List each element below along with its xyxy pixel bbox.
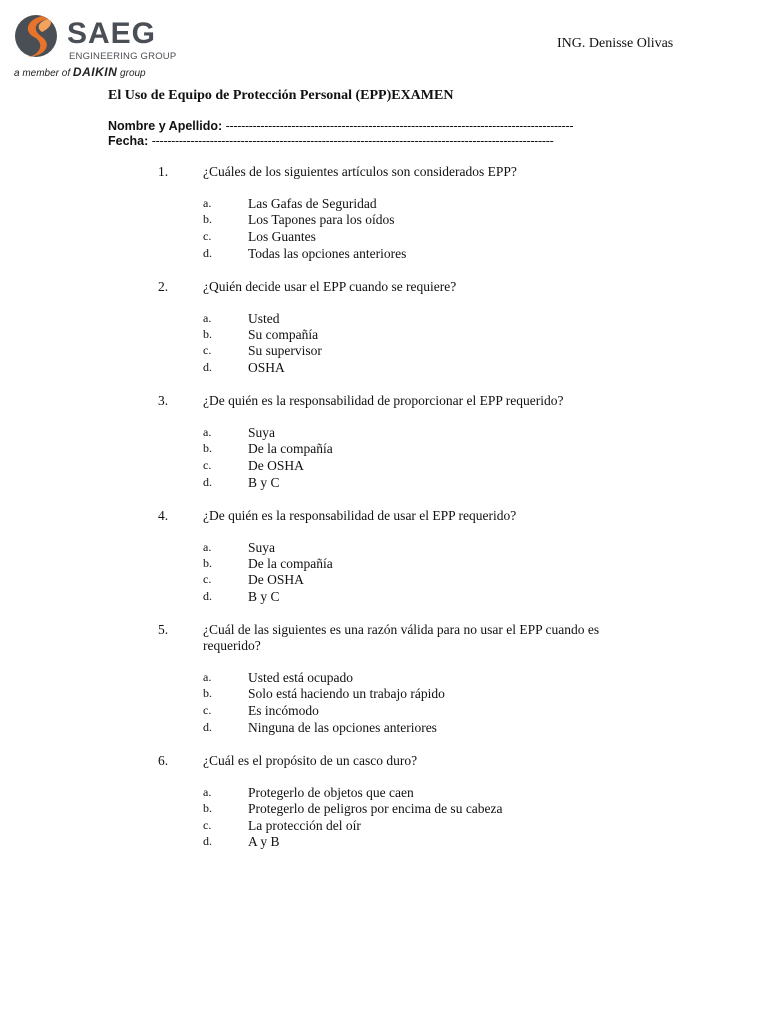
option-text: Las Gafas de Seguridad xyxy=(248,196,377,211)
option-letter: c. xyxy=(203,458,212,472)
option-text: De OSHA xyxy=(248,458,304,473)
option-text: Su supervisor xyxy=(248,343,322,358)
swirl-logo-icon xyxy=(12,10,62,60)
option-text: B y C xyxy=(248,475,280,490)
option-text: De OSHA xyxy=(248,572,304,587)
author-name: ING. Denisse Olivas xyxy=(557,36,674,51)
option-letter: c. xyxy=(203,229,212,243)
date-label: Fecha: xyxy=(108,134,149,148)
option-text: De la compañía xyxy=(248,556,333,571)
option-letter: b. xyxy=(203,801,212,815)
option-letter: c. xyxy=(203,572,212,586)
option-text: La protección del oír xyxy=(248,818,361,833)
option-text: Suya xyxy=(248,425,275,440)
option-letter: b. xyxy=(203,686,212,700)
brand-subtitle: ENGINEERING GROUP xyxy=(69,51,177,62)
option-text: Los Guantes xyxy=(248,229,316,244)
option-text: Protegerlo de objetos que caen xyxy=(248,785,414,800)
question-text: ¿Quién decide usar el EPP cuando se requiere? xyxy=(203,279,457,294)
member-company: DAIKIN xyxy=(72,65,118,79)
option-letter: d. xyxy=(203,834,212,848)
option-text: Su compañía xyxy=(248,327,319,342)
question-text: ¿De quién es la responsabilidad de proporcionar el EPP requerido? xyxy=(203,393,564,408)
option-letter: b. xyxy=(203,556,212,570)
option-letter: d. xyxy=(203,360,212,374)
option-text: A y B xyxy=(248,834,280,849)
question-number: 5. xyxy=(158,622,169,637)
option-letter: b. xyxy=(203,212,212,226)
option-letter: d. xyxy=(203,475,212,489)
option-text: Solo está haciendo un trabajo rápido xyxy=(248,686,445,701)
question-text: ¿Cuál es el propósito de un casco duro? xyxy=(203,753,418,768)
option-letter: a. xyxy=(203,785,212,799)
option-text: De la compañía xyxy=(248,441,333,456)
option-letter: a. xyxy=(203,670,212,684)
question-number: 6. xyxy=(158,753,169,768)
name-label: Nombre y Apellido: xyxy=(108,119,223,133)
option-letter: d. xyxy=(203,720,212,734)
question-number: 4. xyxy=(158,508,169,523)
option-text: Protegerlo de peligros por encima de su cabeza xyxy=(248,801,503,816)
name-field[interactable] xyxy=(108,119,608,133)
option-letter: c. xyxy=(203,818,212,832)
member-suffix: group xyxy=(120,68,146,79)
name-line: ------------------------------------------------------------------------------------------ xyxy=(225,119,574,133)
question-text: ¿De quién es la responsabilidad de usar el EPP requerido? xyxy=(203,508,517,523)
option-letter: a. xyxy=(203,196,212,210)
member-line xyxy=(14,65,146,79)
question-text: ¿Cuál de las siguientes es una razón válida para no usar el EPP cuando es requerido? xyxy=(203,622,600,653)
option-text: Los Tapones para los oídos xyxy=(248,212,395,227)
option-text: Todas las opciones anteriores xyxy=(248,246,407,261)
option-letter: a. xyxy=(203,311,212,325)
option-letter: d. xyxy=(203,246,212,260)
option-letter: a. xyxy=(203,425,212,439)
option-text: Ninguna de las opciones anteriores xyxy=(248,720,437,735)
date-field[interactable] xyxy=(108,134,608,148)
question-text: ¿Cuáles de los siguientes artículos son considerados EPP? xyxy=(203,164,517,179)
option-text: Usted está ocupado xyxy=(248,670,353,685)
option-letter: a. xyxy=(203,540,212,554)
question-number: 2. xyxy=(158,279,169,294)
company-logo xyxy=(12,10,177,79)
option-text: B y C xyxy=(248,589,280,604)
option-letter: b. xyxy=(203,327,212,341)
option-text: Usted xyxy=(248,311,280,326)
option-letter: b. xyxy=(203,441,212,455)
question-number: 3. xyxy=(158,393,169,408)
option-text: Es incómodo xyxy=(248,703,319,718)
brand-name: SAEG xyxy=(67,17,157,50)
option-text: OSHA xyxy=(248,360,285,375)
member-prefix: a member of xyxy=(14,68,71,79)
option-text: Suya xyxy=(248,540,275,555)
option-letter: d. xyxy=(203,589,212,603)
page-title: El Uso de Equipo de Protección Personal (EPP)EXAMEN xyxy=(108,88,454,103)
option-letter: c. xyxy=(203,343,212,357)
date-line: -------------------------------------------------------------------------------------------------------- xyxy=(151,134,554,148)
option-letter: c. xyxy=(203,703,212,717)
question-number: 1. xyxy=(158,164,169,179)
